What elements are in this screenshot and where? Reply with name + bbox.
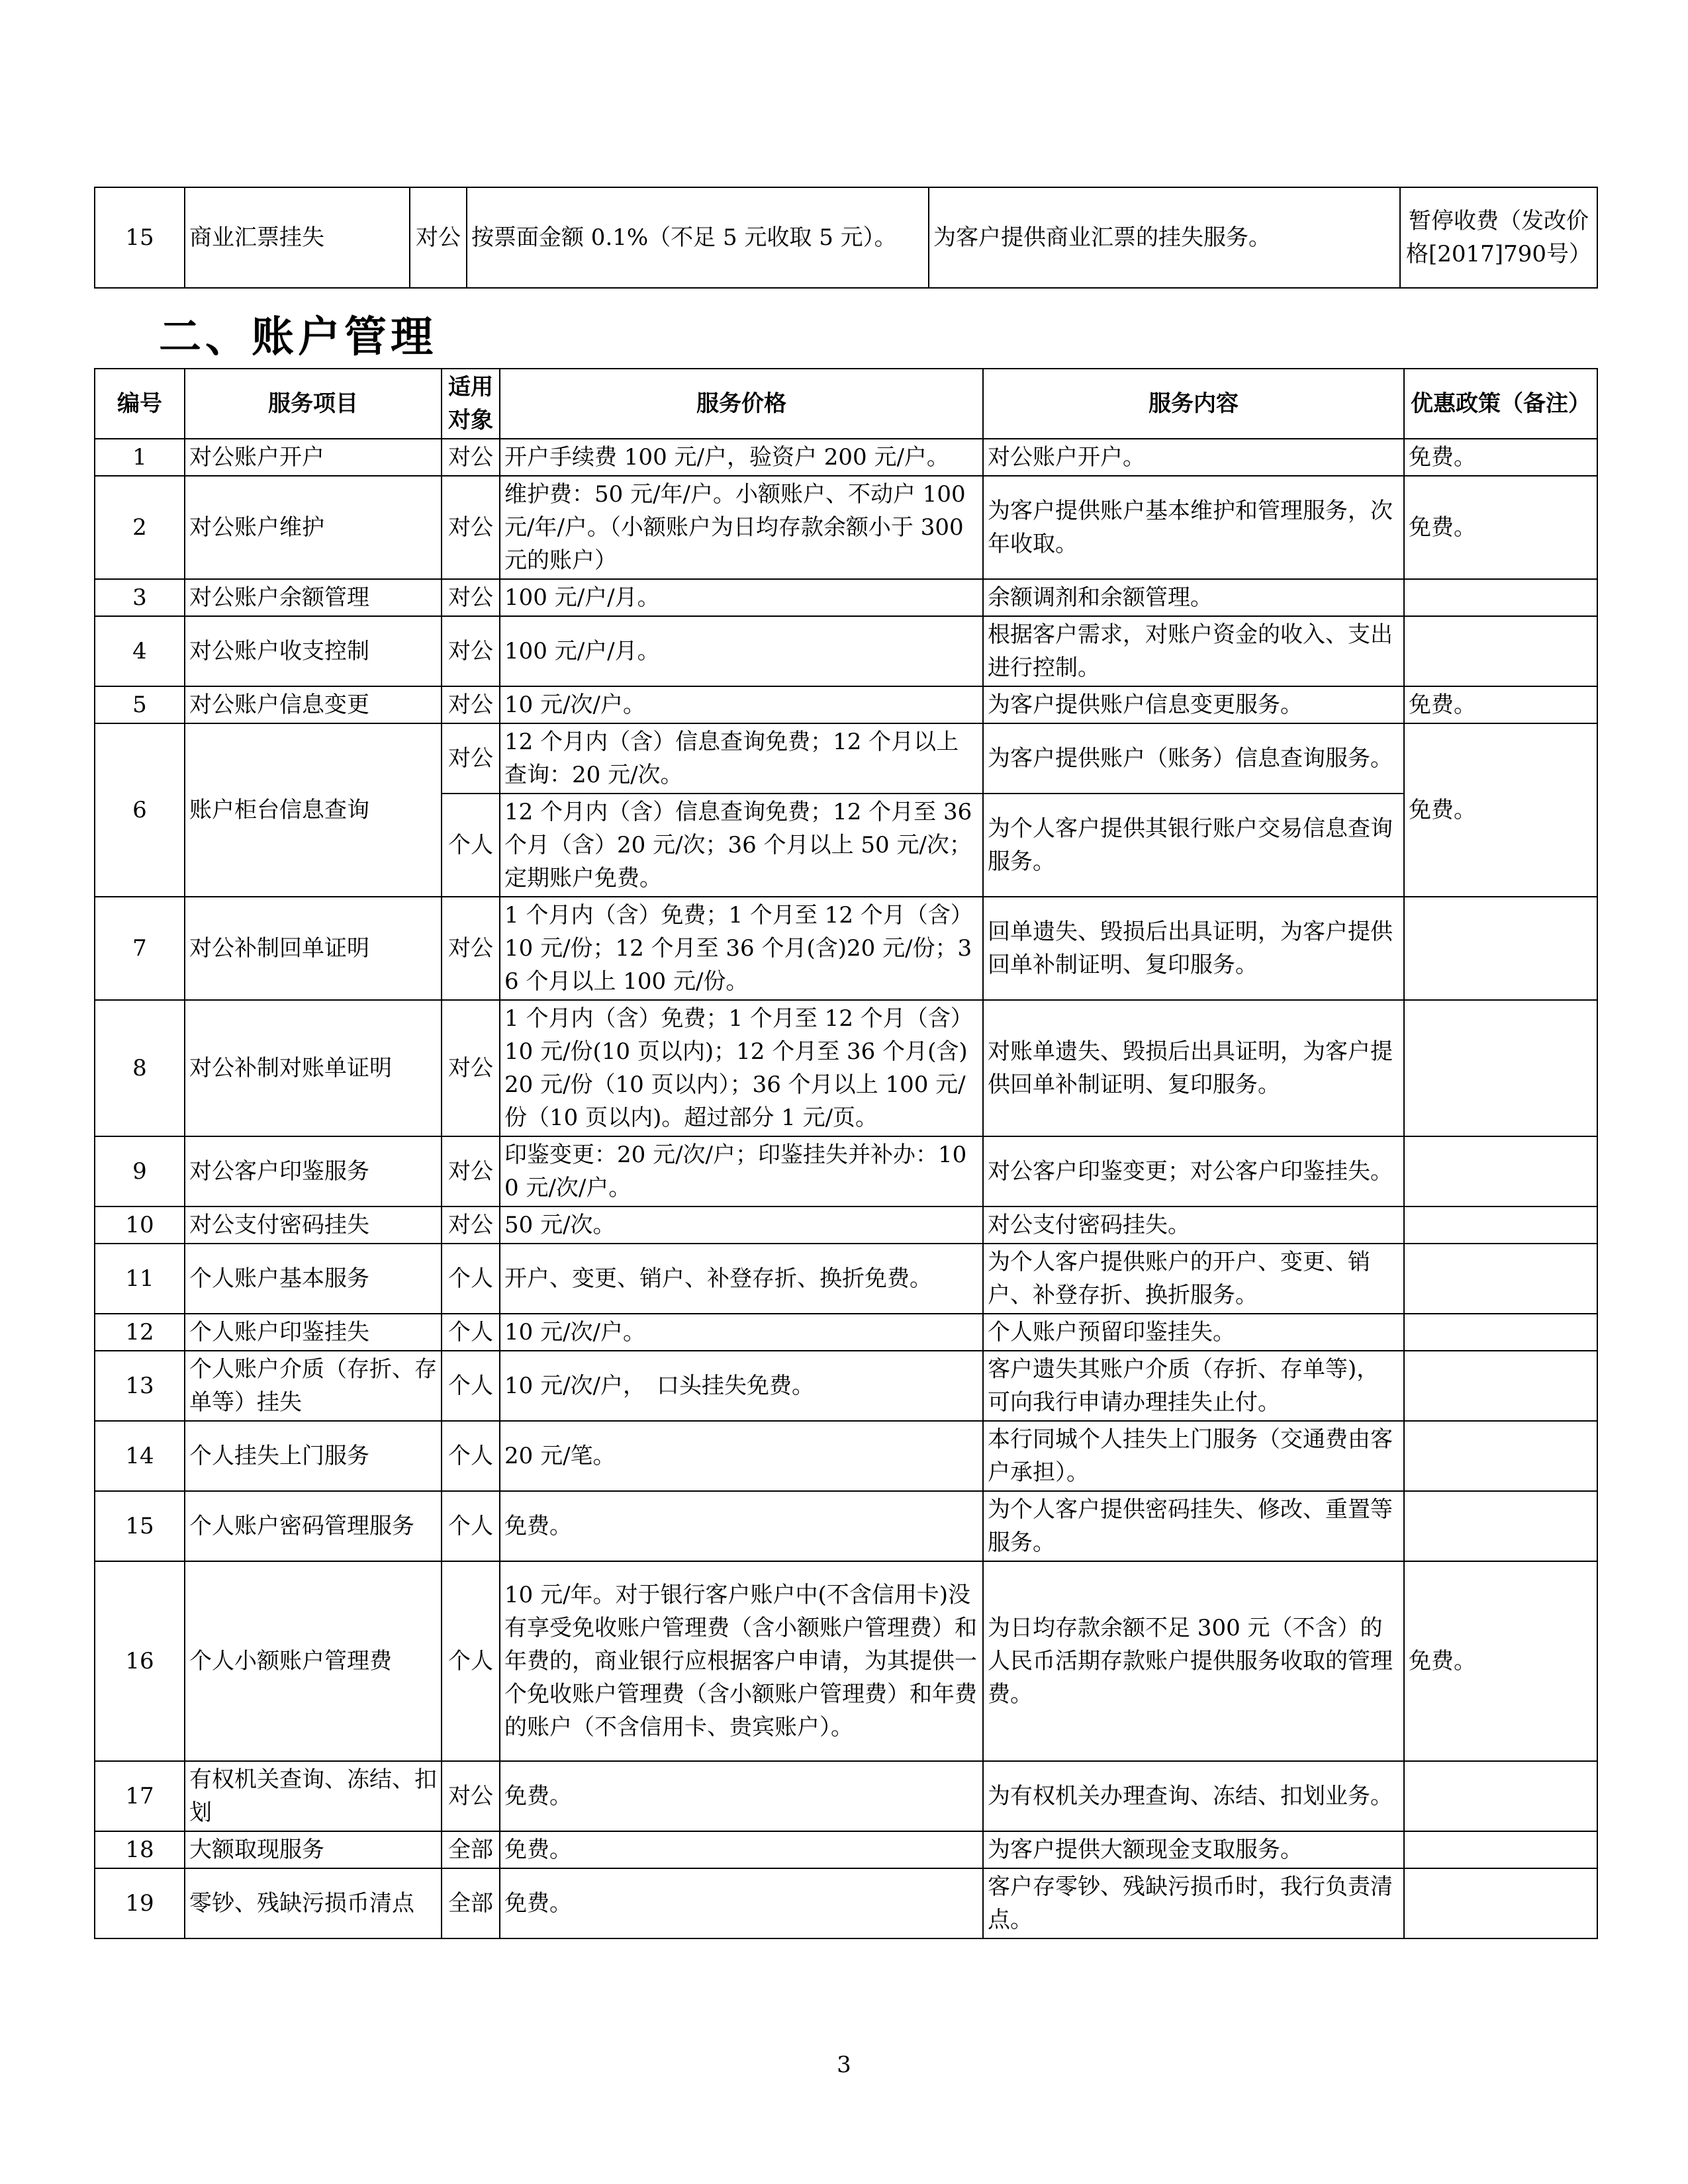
preferential-policy bbox=[1404, 1868, 1597, 1938]
table-header-row bbox=[95, 369, 1597, 439]
service-content: 余额调剂和余额管理。 bbox=[983, 579, 1404, 616]
service-price: 12 个月内（含）信息查询免费；12 个月以上查询：20 元/次。 bbox=[500, 723, 983, 794]
applicable-target: 对公 bbox=[442, 897, 500, 1000]
preferential-policy bbox=[1404, 579, 1597, 616]
service-content: 为客户提供大额现金支取服务。 bbox=[983, 1831, 1404, 1868]
table-row bbox=[95, 579, 1597, 616]
service-item: 对公补制回单证明 bbox=[185, 897, 442, 1000]
service-price: 10 元/次/户。 bbox=[500, 1314, 983, 1351]
service-content: 个人账户预留印鉴挂失。 bbox=[983, 1314, 1404, 1351]
service-content: 为个人客户提供其银行账户交易信息查询服务。 bbox=[983, 794, 1404, 897]
service-price: 开户、变更、销户、补登存折、换折免费。 bbox=[500, 1244, 983, 1314]
account-management-table bbox=[94, 368, 1598, 1939]
page-number: 3 bbox=[837, 2052, 851, 2078]
service-content: 为客户提供账户基本维护和管理服务，次年收取。 bbox=[983, 476, 1404, 579]
applicable-target: 对公 bbox=[442, 1761, 500, 1831]
row-number: 8 bbox=[95, 1000, 185, 1136]
service-price: 印鉴变更：20 元/次/户；印鉴挂失并补办：100 元/次/户。 bbox=[500, 1136, 983, 1206]
service-item: 对公账户收支控制 bbox=[185, 616, 442, 686]
table-row bbox=[95, 1421, 1597, 1491]
applicable-target: 个人 bbox=[442, 1561, 500, 1761]
preferential-policy bbox=[1404, 897, 1597, 1000]
service-price: 50 元/次。 bbox=[500, 1206, 983, 1244]
preferential-policy: 免费。 bbox=[1404, 1561, 1597, 1761]
service-content: 对账单遗失、毁损后出具证明，为客户提供回单补制证明、复印服务。 bbox=[983, 1000, 1404, 1136]
table-row bbox=[95, 1351, 1597, 1421]
service-content: 为客户提供商业汇票的挂失服务。 bbox=[929, 187, 1400, 288]
row-number: 10 bbox=[95, 1206, 185, 1244]
service-item: 商业汇票挂失 bbox=[185, 187, 410, 288]
service-content: 为有权机关办理查询、冻结、扣划业务。 bbox=[983, 1761, 1404, 1831]
service-item: 对公支付密码挂失 bbox=[185, 1206, 442, 1244]
applicable-target: 对公 bbox=[442, 1000, 500, 1136]
service-item: 对公账户余额管理 bbox=[185, 579, 442, 616]
header-number: 编号 bbox=[95, 369, 185, 439]
applicable-target: 对公 bbox=[410, 187, 467, 288]
service-price: 20 元/笔。 bbox=[500, 1421, 983, 1491]
service-price: 免费。 bbox=[500, 1491, 983, 1561]
service-content: 根据客户需求，对账户资金的收入、支出进行控制。 bbox=[983, 616, 1404, 686]
service-item: 对公补制对账单证明 bbox=[185, 1000, 442, 1136]
row-number: 7 bbox=[95, 897, 185, 1000]
service-price: 10 元/次/户， 口头挂失免费。 bbox=[500, 1351, 983, 1421]
table-row bbox=[95, 1244, 1597, 1314]
previous-section-table bbox=[94, 187, 1598, 289]
row-number: 4 bbox=[95, 616, 185, 686]
table-row bbox=[95, 1868, 1597, 1938]
preferential-policy bbox=[1404, 1206, 1597, 1244]
table-row bbox=[95, 187, 1597, 288]
service-content: 对公账户开户。 bbox=[983, 439, 1404, 476]
service-price: 10 元/年。对于银行客户账户中(不含信用卡)没有享受免收账户管理费（含小额账户管理费）和年费的，商业银行应根据客户申请，为其提供一个免收账户管理费（含小额账户管理费）和年费的账户（不含信用卡、贵宾账户）。 bbox=[500, 1561, 983, 1761]
applicable-target: 对公 bbox=[442, 579, 500, 616]
applicable-target: 个人 bbox=[442, 1351, 500, 1421]
service-price: 开户手续费 100 元/户，验资户 200 元/户。 bbox=[500, 439, 983, 476]
table-row bbox=[95, 1761, 1597, 1831]
table-row bbox=[95, 1314, 1597, 1351]
table-row bbox=[95, 723, 1597, 794]
header-policy: 优惠政策（备注） bbox=[1404, 369, 1597, 439]
service-price: 1 个月内（含）免费；1 个月至 12 个月（含）10 元/份(10 页以内)；12 个月至 36 个月(含)20 元/份（10 页以内）；36 个月以上 100 元/份（10 页以内)。超过部分 1 元/页。 bbox=[500, 1000, 983, 1136]
applicable-target: 全部 bbox=[442, 1831, 500, 1868]
table-row bbox=[95, 1136, 1597, 1206]
row-number: 16 bbox=[95, 1561, 185, 1761]
preferential-policy bbox=[1404, 1831, 1597, 1868]
applicable-target: 对公 bbox=[442, 439, 500, 476]
service-item: 个人账户基本服务 bbox=[185, 1244, 442, 1314]
row-number: 3 bbox=[95, 579, 185, 616]
service-content: 对公客户印鉴变更；对公客户印鉴挂失。 bbox=[983, 1136, 1404, 1206]
row-number: 15 bbox=[95, 187, 185, 288]
table-row bbox=[95, 476, 1597, 579]
service-item: 对公账户开户 bbox=[185, 439, 442, 476]
applicable-target: 个人 bbox=[442, 794, 500, 897]
service-price: 维护费：50 元/年/户。小额账户、不动户 100 元/年/户。（小额账户为日均存款余额小于 300 元的账户） bbox=[500, 476, 983, 579]
service-content: 客户存零钞、残缺污损币时，我行负责清点。 bbox=[983, 1868, 1404, 1938]
service-price: 免费。 bbox=[500, 1868, 983, 1938]
service-item: 个人账户印鉴挂失 bbox=[185, 1314, 442, 1351]
service-content: 为个人客户提供账户的开户、变更、销户、补登存折、换折服务。 bbox=[983, 1244, 1404, 1314]
service-item: 个人账户介质（存折、存单等）挂失 bbox=[185, 1351, 442, 1421]
service-content: 为个人客户提供密码挂失、修改、重置等服务。 bbox=[983, 1491, 1404, 1561]
row-number: 15 bbox=[95, 1491, 185, 1561]
table-row bbox=[95, 897, 1597, 1000]
row-number: 13 bbox=[95, 1351, 185, 1421]
preferential-policy: 免费。 bbox=[1404, 686, 1597, 723]
service-content: 客户遗失其账户介质（存折、存单等)，可向我行申请办理挂失止付。 bbox=[983, 1351, 1404, 1421]
service-item: 对公账户信息变更 bbox=[185, 686, 442, 723]
service-item: 个人小额账户管理费 bbox=[185, 1561, 442, 1761]
service-item: 对公账户维护 bbox=[185, 476, 442, 579]
applicable-target: 个人 bbox=[442, 1314, 500, 1351]
service-price: 按票面金额 0.1%（不足 5 元收取 5 元）。 bbox=[467, 187, 929, 288]
row-number: 14 bbox=[95, 1421, 185, 1491]
service-item: 零钞、残缺污损币清点 bbox=[185, 1868, 442, 1938]
header-content: 服务内容 bbox=[983, 369, 1404, 439]
preferential-policy bbox=[1404, 1136, 1597, 1206]
preferential-policy bbox=[1404, 1314, 1597, 1351]
applicable-target: 个人 bbox=[442, 1491, 500, 1561]
table-row bbox=[95, 1206, 1597, 1244]
applicable-target: 对公 bbox=[442, 1206, 500, 1244]
row-number: 5 bbox=[95, 686, 185, 723]
service-price: 100 元/户/月。 bbox=[500, 616, 983, 686]
preferential-policy bbox=[1404, 1000, 1597, 1136]
header-service-item: 服务项目 bbox=[185, 369, 442, 439]
preferential-policy: 暂停收费（发改价格[2017]790号） bbox=[1400, 187, 1597, 288]
row-number: 1 bbox=[95, 439, 185, 476]
applicable-target: 全部 bbox=[442, 1868, 500, 1938]
preferential-policy: 免费。 bbox=[1404, 439, 1597, 476]
row-number: 18 bbox=[95, 1831, 185, 1868]
row-number: 19 bbox=[95, 1868, 185, 1938]
applicable-target: 对公 bbox=[442, 476, 500, 579]
preferential-policy bbox=[1404, 616, 1597, 686]
service-price: 免费。 bbox=[500, 1761, 983, 1831]
service-content: 本行同城个人挂失上门服务（交通费由客户承担）。 bbox=[983, 1421, 1404, 1491]
service-item: 个人账户密码管理服务 bbox=[185, 1491, 442, 1561]
applicable-target: 个人 bbox=[442, 1421, 500, 1491]
preferential-policy: 免费。 bbox=[1404, 723, 1597, 897]
preferential-policy: 免费。 bbox=[1404, 476, 1597, 579]
table-row bbox=[95, 686, 1597, 723]
row-number: 9 bbox=[95, 1136, 185, 1206]
service-content: 为日均存款余额不足 300 元（不含）的人民币活期存款账户提供服务收取的管理费。 bbox=[983, 1561, 1404, 1761]
table-row bbox=[95, 1831, 1597, 1868]
service-price: 100 元/户/月。 bbox=[500, 579, 983, 616]
table-row bbox=[95, 1000, 1597, 1136]
applicable-target: 对公 bbox=[442, 723, 500, 794]
preferential-policy bbox=[1404, 1491, 1597, 1561]
row-number: 17 bbox=[95, 1761, 185, 1831]
service-content: 回单遗失、毁损后出具证明，为客户提供回单补制证明、复印服务。 bbox=[983, 897, 1404, 1000]
applicable-target: 对公 bbox=[442, 1136, 500, 1206]
service-content: 为客户提供账户（账务）信息查询服务。 bbox=[983, 723, 1404, 794]
row-number: 6 bbox=[95, 723, 185, 897]
row-number: 2 bbox=[95, 476, 185, 579]
preferential-policy bbox=[1404, 1244, 1597, 1314]
service-price: 10 元/次/户。 bbox=[500, 686, 983, 723]
service-item: 个人挂失上门服务 bbox=[185, 1421, 442, 1491]
service-price: 12 个月内（含）信息查询免费；12 个月至 36 个月（含）20 元/次；36 个月以上 50 元/次；定期账户免费。 bbox=[500, 794, 983, 897]
table-row bbox=[95, 1491, 1597, 1561]
table-row bbox=[95, 439, 1597, 476]
table-row bbox=[95, 616, 1597, 686]
applicable-target: 对公 bbox=[442, 616, 500, 686]
header-target: 适用对象 bbox=[442, 369, 500, 439]
preferential-policy bbox=[1404, 1351, 1597, 1421]
preferential-policy bbox=[1404, 1421, 1597, 1491]
service-item: 账户柜台信息查询 bbox=[185, 723, 442, 897]
service-price: 1 个月内（含）免费；1 个月至 12 个月（含）10 元/份；12 个月至 36 个月(含)20 元/份；36 个月以上 100 元/份。 bbox=[500, 897, 983, 1000]
row-number: 12 bbox=[95, 1314, 185, 1351]
service-item: 有权机关查询、冻结、扣划 bbox=[185, 1761, 442, 1831]
header-price: 服务价格 bbox=[500, 369, 983, 439]
applicable-target: 对公 bbox=[442, 686, 500, 723]
section-title: 二、账户管理 bbox=[159, 313, 437, 362]
service-content: 对公支付密码挂失。 bbox=[983, 1206, 1404, 1244]
service-item: 对公客户印鉴服务 bbox=[185, 1136, 442, 1206]
preferential-policy bbox=[1404, 1761, 1597, 1831]
row-number: 11 bbox=[95, 1244, 185, 1314]
service-price: 免费。 bbox=[500, 1831, 983, 1868]
service-content: 为客户提供账户信息变更服务。 bbox=[983, 686, 1404, 723]
table-row bbox=[95, 1561, 1597, 1761]
service-item: 大额取现服务 bbox=[185, 1831, 442, 1868]
applicable-target: 个人 bbox=[442, 1244, 500, 1314]
